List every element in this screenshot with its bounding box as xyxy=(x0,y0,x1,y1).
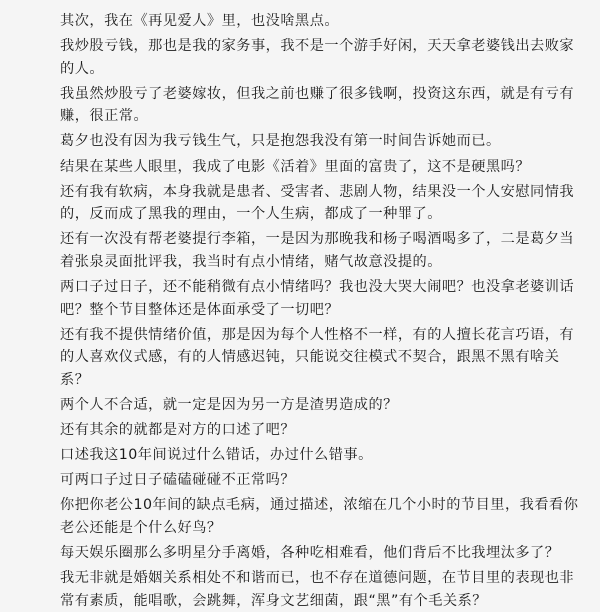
paragraph: 我虽然炒股亏了老婆嫁妆，但我之前也赚了很多钱啊，投资这东西，就是有亏有赚，很正常。 xyxy=(60,85,575,125)
paragraph: 葛夕也没有因为我亏钱生气，只是抱怨我没有第一时间告诉她而已。 xyxy=(60,133,501,150)
paragraph: 我无非就是婚姻关系相处不和谐而已，也不存在道德问题，在节目里的表现也非常有素质，能唱歌，会跳舞，浑身文艺细菌，跟“黑”有个毛关系？ xyxy=(60,570,575,609)
paragraph: 结果在某些人眼里，我成了电影《活着》里面的富贵了，这不是硬黑吗？ xyxy=(60,158,531,175)
paragraph: 我炒股亏钱，那也是我的家务事，我不是一个游手好闲，天天拿老婆钱出去败家的人。 xyxy=(60,38,575,77)
paragraph: 每天娱乐圈那么多明星分手离婚，各种吃相难看，他们背后不比我埋汰多了？ xyxy=(60,545,560,562)
paragraph: 口述我这10年间说过什么错话，办过什么错事。 xyxy=(60,447,373,464)
paragraph: 还有我不提供情绪价值，那是因为每个人性格不一样，有的人擅长花言巧语，有的人喜欢仪式感，有的人情感迟钝，只能说交往模式不契合，跟黑不黑有啥关系？ xyxy=(60,326,575,388)
paragraph: 还有一次没有帮老婆提行李箱，一是因为那晚我和杨子喝酒喝多了，二是葛夕当着张泉灵面批评我，我当时有点小情绪，赌气故意没提的。 xyxy=(60,231,575,270)
paragraph: 还有其余的就都是对方的口述了吧？ xyxy=(60,422,296,439)
paragraph: 两个人不合适，就一定是因为另一方是渣男造成的？ xyxy=(60,397,398,413)
paragraph: 可两口子过日子磕磕碰碰不正常吗？ xyxy=(60,472,296,489)
paragraph: 还有我有软病，本身我就是患者、受害者、悲剧人物，结果没一个人安慰同情我的，反而成了黑我的理由，一个人生病，都成了一种罪了。 xyxy=(60,183,575,223)
paragraph: 两口子过日子，还不能稍微有点小情绪吗？我也没大哭大闹吧？也没拿老婆训话吧？整个节目整体还是体面承受了一切吧？ xyxy=(60,279,575,318)
paragraph: 其次，我在《再见爱人》里，也没啥黑点。 xyxy=(60,13,340,29)
paragraph: 你把你老公10年间的缺点毛病，通过描述，浓缩在几个小时的节目里，我看看你老公还能是个什么好鸟？ xyxy=(60,497,579,536)
